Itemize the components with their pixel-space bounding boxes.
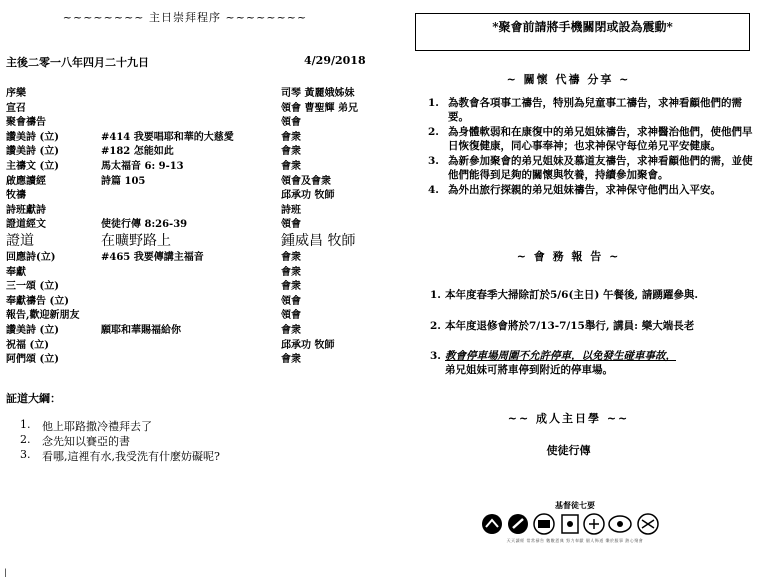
order-row: [6, 201, 376, 216]
announcement-number: 3.: [430, 350, 441, 362]
order-person: 領會: [281, 219, 301, 231]
care-prayer-title: ~ 關懷 代禱 分享 ~: [506, 73, 631, 86]
care-text: 為教會各項事工禱告，特別為兒童事工禱告，求神看顧他們的需要。: [448, 97, 742, 123]
order-item: 啟應讀經: [6, 175, 46, 187]
order-person: 會衆: [281, 160, 301, 172]
outline-text: 念先知以賽亞的書: [42, 435, 130, 448]
order-item: 聚會禱告: [6, 117, 46, 129]
care-item: [428, 154, 753, 182]
outline-item: [20, 418, 375, 433]
order-item: 奉獻: [6, 266, 26, 278]
care-text: 為新參加聚會的弟兄姐妹及慕道友禱告，求神看顧他們的需，並使他們能得到足夠的關懷與牧養，持續參加聚會。: [448, 155, 753, 181]
logo-caption: 天天讀經 常常禱告 數數恩典 努力奉獻 個人佈道 樂於服事 熱心聚會: [506, 538, 644, 543]
order-person: 領會: [281, 295, 301, 307]
order-item: 牧禱: [6, 190, 26, 202]
order-detail: 馬太福音 6: 9-13: [101, 160, 184, 172]
order-row: [6, 84, 376, 99]
announcements-title: ~ 會 務 報 告 ~: [516, 250, 621, 263]
order-row: [6, 230, 376, 248]
care-number: 3.: [428, 155, 439, 167]
order-item: 詩班獻詩: [6, 204, 46, 216]
order-item: 阿們頌 (立): [6, 354, 59, 366]
care-number: 2.: [428, 126, 439, 138]
announcement-item: [430, 319, 750, 333]
order-row: [6, 306, 376, 321]
order-item: 三一頌 (立): [6, 281, 59, 293]
phone-notice-text: *聚會前請將手機關閉或設為震動*: [492, 20, 673, 34]
order-detail: 詩篇 105: [101, 175, 146, 187]
order-row: [6, 157, 376, 172]
order-person: 領會及會衆: [281, 175, 331, 187]
order-row: [6, 336, 376, 351]
seven-essentials-icons: [480, 512, 670, 536]
order-item: 奉獻禱告 (立): [6, 295, 69, 307]
announcement-text: 教會停車場周圍不允許停車，以免發生碰車事故，: [445, 350, 676, 362]
order-row: [6, 321, 376, 336]
care-text: 為身體軟弱和在康復中的弟兄姐妹禱告，求神醫治他們，使他們早日恢復健康，同心事奉神；也求神保守每位弟兄平安健康。: [448, 126, 753, 152]
worship-order-title: ~~~~~~~~ 主日崇拜程序 ~~~~~~~~: [62, 11, 308, 24]
order-row: [6, 99, 376, 114]
order-item: 讚美詩 (立): [6, 131, 59, 143]
order-person: 領會 曹聖輝 弟兄: [281, 102, 358, 114]
order-item: 祝福 (立): [6, 339, 49, 351]
order-person: 會衆: [281, 266, 301, 278]
order-row: [6, 292, 376, 307]
care-prayer-list: [428, 96, 753, 198]
adult-sunday-school-title: ~~ 成人主日學 ~~: [507, 412, 630, 425]
announcement-text: 本年度退修會將於7/13-7/15舉行, 講員: 樂大端長老: [445, 320, 695, 332]
outline-text: 他上耶路撒冷禮拜去了: [42, 420, 152, 433]
order-person: 領會: [281, 310, 301, 322]
right-page: [380, 0, 757, 580]
announcement-text: 本年度春季大掃除訂於5/6(主日) 午餐後, 請踴躍參與.: [445, 289, 699, 301]
order-item: 讚美詩 (立): [6, 324, 59, 336]
announcement-item: [430, 349, 750, 377]
order-item: 讚美詩 (立): [6, 146, 59, 158]
outline-number: 3.: [20, 448, 31, 461]
order-detail: 在曠野路上: [101, 232, 171, 249]
order-item: 報告,歡迎新朋友: [6, 310, 80, 322]
order-person: 司琴 黃麗娥姊妹: [281, 88, 355, 99]
order-row: [6, 113, 376, 128]
care-number: 4.: [428, 184, 439, 196]
order-person: 領會: [281, 117, 301, 129]
adult-sunday-school-book: 使徒行傳: [546, 444, 591, 457]
order-detail: #182 怎能如此: [101, 146, 174, 158]
order-row: [6, 350, 376, 365]
care-item: [428, 96, 753, 124]
sermon-outline-list: [20, 418, 375, 463]
care-text: 為外出旅行探親的弟兄姐妹禱告，求神保守他們出入平安。: [448, 184, 721, 196]
order-row: [6, 277, 376, 292]
announcement-item: [430, 288, 750, 302]
order-person: 邱承功 牧師: [281, 190, 335, 202]
outline-item: [20, 448, 375, 463]
outline-text: 看哪,這裡有水,我受洗有什麼妨礙呢?: [42, 450, 220, 463]
order-row: [6, 215, 376, 230]
order-row: [6, 172, 376, 187]
order-detail: 願耶和華賜福給你: [101, 324, 181, 336]
order-person: 會衆: [281, 146, 301, 158]
announcement-number: 2.: [430, 320, 441, 332]
care-item: [428, 183, 753, 197]
order-person: 會衆: [281, 354, 301, 366]
logo-title: 基督徒七要: [555, 500, 595, 510]
order-item: 宣召: [6, 102, 26, 114]
date-numeric: 4/29/2018: [304, 54, 366, 67]
date-text: 主後二零一八年四月二十九日: [6, 56, 149, 69]
order-person: 會衆: [281, 131, 301, 143]
date-line: [6, 54, 366, 70]
order-item: 序樂: [6, 88, 26, 99]
outline-number: 2.: [20, 433, 31, 446]
order-item: 證道經文: [6, 219, 46, 231]
order-detail: 使徒行傳 8:26-39: [101, 219, 188, 231]
order-person: 鍾威昌 牧師: [281, 232, 356, 249]
order-detail: #414 我要唱耶和華的大慈愛: [101, 131, 234, 143]
order-person: 詩班: [281, 204, 301, 216]
order-item: 回應詩(立): [6, 251, 56, 263]
page-marker: |: [4, 568, 7, 577]
seven-essentials-logo: [480, 500, 670, 548]
announcement-number: 1.: [430, 289, 441, 301]
order-person: 邱承功 牧師: [281, 339, 335, 351]
outline-number: 1.: [20, 418, 31, 431]
bible-reading-icon: [482, 514, 502, 534]
sermon-outline-title: 証道大綱：: [6, 392, 61, 405]
worship-order-list: [6, 84, 376, 365]
order-item: 主禱文 (立): [6, 160, 59, 172]
announcement-continuation: 弟兄姐妹可將車停到附近的停車場。: [445, 364, 613, 376]
order-row: [6, 248, 376, 263]
order-person: 會衆: [281, 251, 301, 263]
care-item: [428, 125, 753, 153]
order-row: [6, 128, 376, 143]
order-row: [6, 142, 376, 157]
order-item: 證道: [6, 232, 34, 249]
order-detail: #465 我要傳講主福音: [101, 251, 204, 263]
outline-item: [20, 433, 375, 448]
order-person: 會衆: [281, 324, 301, 336]
care-number: 1.: [428, 97, 439, 109]
order-row: [6, 263, 376, 278]
order-person: 會衆: [281, 281, 301, 293]
order-row: [6, 186, 376, 201]
phone-notice-box: [415, 13, 750, 51]
